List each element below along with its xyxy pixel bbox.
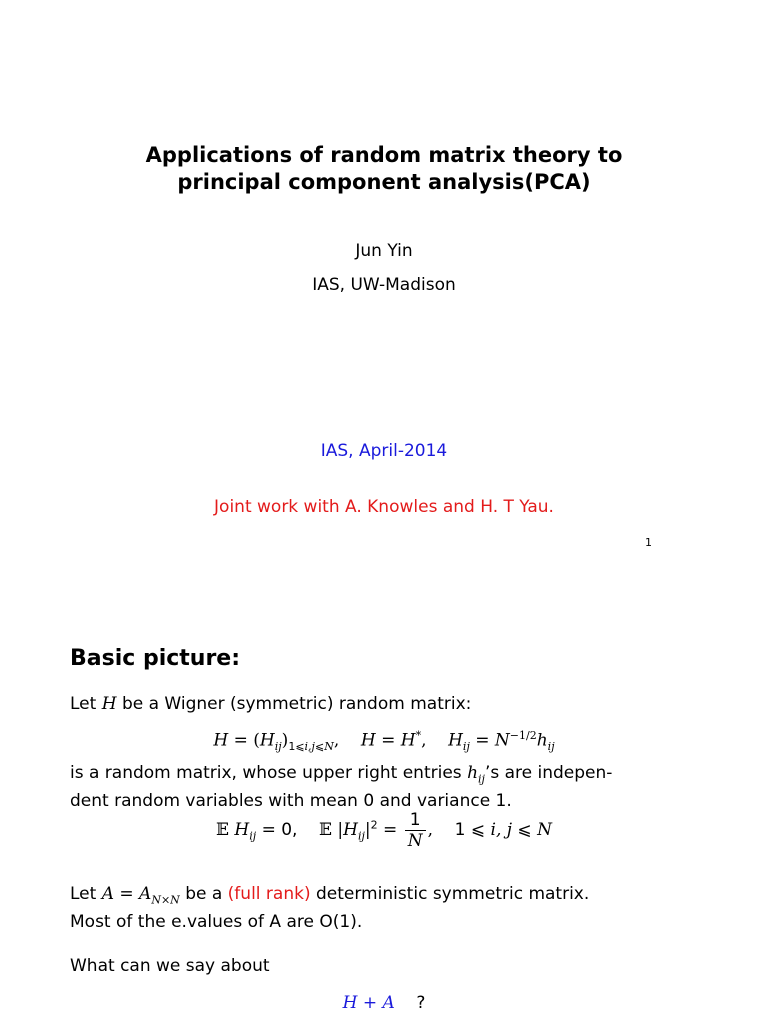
author-name: Jun Yin — [355, 241, 413, 261]
random-line-1: is a random matrix, whose upper right entries $h_{ij}’s$ are indepen- — [70, 763, 613, 786]
question-intro: What can we say about — [70, 956, 270, 976]
deterministic-matrix — [70, 883, 710, 934]
text-wigner: be a Wigner (symmetric) random matrix: — [121, 694, 472, 714]
title-line-2: principal component analysis(PCA) — [177, 170, 591, 194]
joint-work-note: Joint work with A. Knowles and H. T Yau. — [214, 497, 554, 517]
math-hij: $h_{ij}$ — [467, 763, 485, 786]
section-heading: Basic picture: — [70, 646, 241, 671]
random-description — [70, 762, 710, 813]
math-h: H — [101, 694, 117, 714]
random-line-2: dent random variables with mean 0 and variance 1. — [70, 791, 512, 812]
let-a-line: Let $A = A_{N\times N}$ be a (full rank) deterministic symmetric matrix. — [70, 884, 590, 907]
slide-title — [40, 142, 728, 196]
math-a: $A = A_{N\times N}$ — [101, 884, 180, 907]
text-let: Let — [70, 694, 97, 714]
evalues-line: Most of the e.values of A are O(1). — [70, 912, 363, 933]
question-expression: H + A ? — [342, 993, 426, 1013]
wigner-intro — [70, 693, 710, 716]
content-slide — [0, 560, 768, 1024]
page-number: 1 — [645, 536, 652, 549]
author-affiliation: IAS, UW-Madison — [312, 275, 456, 295]
title-line-1: Applications of random matrix theory to — [145, 143, 623, 167]
math-h-plus-a: H + A — [342, 993, 395, 1013]
equation-wigner: $H = (H_{ij})_{1⩽i,j⩽N}$, H = H*, $H_{ij} = N^{-1/2}h_{ij}$ — [213, 729, 555, 754]
equation-moments: 𝔼 $H_{ij} = 0$, 𝔼 $|H_{ij}|^2$ = $\frac{1}{N}$ , 1 ⩽ i, j ⩽ N — [216, 810, 552, 851]
full-rank-note: (full rank) — [227, 884, 311, 904]
event-date: IAS, April-2014 — [320, 441, 448, 461]
